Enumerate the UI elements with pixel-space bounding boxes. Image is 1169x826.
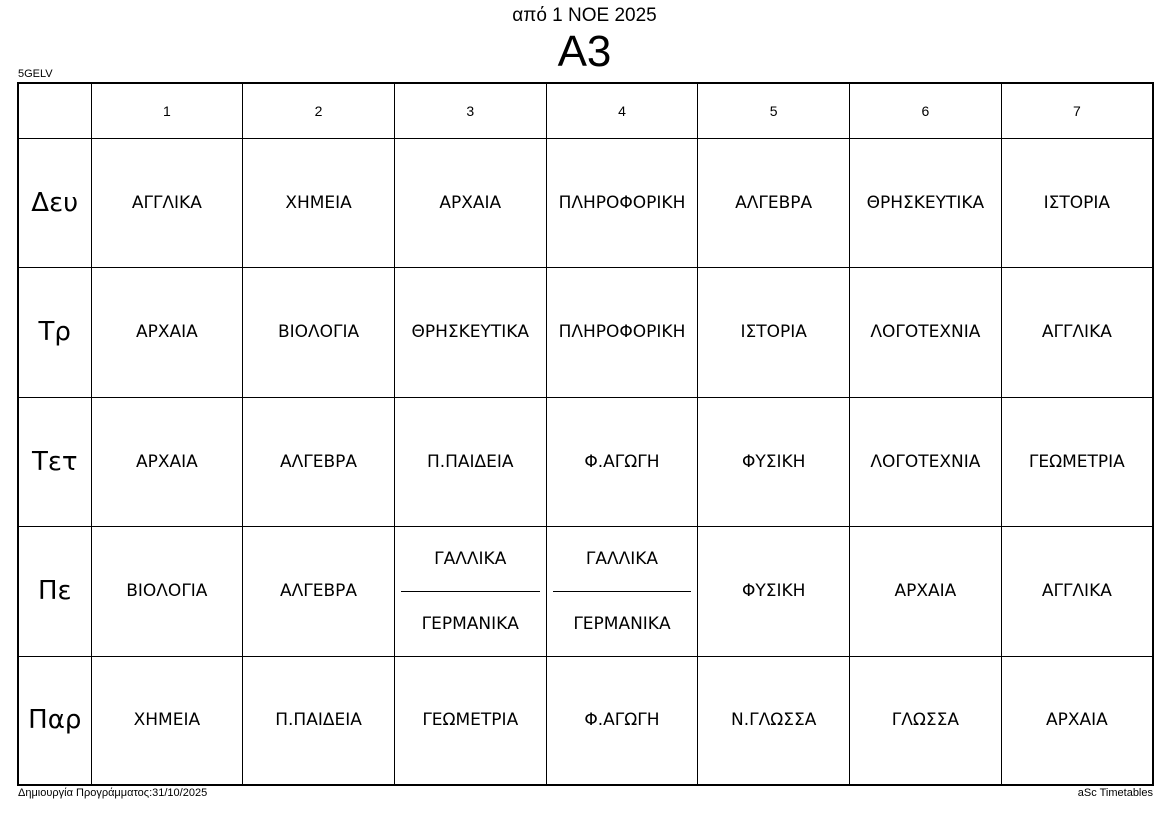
period-header: 4 bbox=[546, 83, 698, 138]
lesson-cell: ΧΗΜΕΙΑ bbox=[243, 138, 395, 267]
timetable-grid bbox=[17, 82, 1154, 786]
lesson-cell: ΑΛΓΕΒΡΑ bbox=[698, 138, 850, 267]
lesson-cell: ΘΡΗΣΚΕΥΤΙΚΑ bbox=[850, 138, 1002, 267]
day-row bbox=[18, 526, 1153, 656]
lesson-cell: Ν.ΓΛΩΣΣΑ bbox=[698, 656, 850, 785]
lesson-group-b: ΓΕΡΜΑΝΙΚΑ bbox=[553, 591, 692, 656]
day-row bbox=[18, 656, 1153, 785]
lesson-cell: Φ.ΑΓΩΓΗ bbox=[546, 397, 698, 526]
lesson-group-a: ΓΑΛΛΙΚΑ bbox=[434, 548, 507, 569]
day-row bbox=[18, 267, 1153, 397]
day-row bbox=[18, 397, 1153, 526]
creation-date: Δημιουργία Προγράμματος:31/10/2025 bbox=[18, 787, 208, 799]
lesson-cell: ΑΓΓΛΙΚΑ bbox=[91, 138, 243, 267]
lesson-cell: ΛΟΓΟΤΕΧΝΙΑ bbox=[850, 267, 1002, 397]
lesson-group-a: ΓΑΛΛΙΚΑ bbox=[585, 548, 659, 569]
lesson-cell: Π.ΠΑΙΔΕΙΑ bbox=[243, 656, 395, 785]
period-header: 7 bbox=[1001, 83, 1153, 138]
day-row bbox=[18, 138, 1153, 267]
lesson-cell: ΑΡΧΑΙΑ bbox=[91, 397, 243, 526]
lesson-cell: Π.ΠΑΙΔΕΙΑ bbox=[394, 397, 546, 526]
day-label: Δευ bbox=[18, 138, 91, 267]
period-header: 5 bbox=[698, 83, 850, 138]
lesson-cell: ΓΕΩΜΕΤΡΙΑ bbox=[394, 656, 546, 785]
timetable-date: από 1 ΝΟΕ 2025 bbox=[512, 5, 657, 26]
period-header: 2 bbox=[243, 83, 395, 138]
period-header: 6 bbox=[850, 83, 1002, 138]
day-label: Τετ bbox=[18, 397, 91, 526]
lesson-cell: ΓΛΩΣΣΑ bbox=[850, 656, 1002, 785]
corner-cell bbox=[18, 83, 91, 138]
day-label: Παρ bbox=[18, 656, 91, 785]
lesson-cell: ΛΟΓΟΤΕΧΝΙΑ bbox=[850, 397, 1002, 526]
lesson-cell: ΠΛΗΡΟΦΟΡΙΚΗ bbox=[546, 267, 698, 397]
lesson-cell: ΦΥΣΙΚΗ bbox=[698, 526, 850, 656]
lesson-cell: ΑΓΓΛΙΚΑ bbox=[1001, 526, 1153, 656]
lesson-cell: ΑΛΓΕΒΡΑ bbox=[243, 526, 395, 656]
lesson-cell: ΑΡΧΑΙΑ bbox=[1001, 656, 1153, 785]
split-lesson-cell bbox=[546, 526, 698, 656]
class-title: Α3 bbox=[557, 27, 612, 76]
period-header: 3 bbox=[394, 83, 546, 138]
lesson-cell: ΠΛΗΡΟΦΟΡΙΚΗ bbox=[546, 138, 698, 267]
lesson-cell: ΒΙΟΛΟΓΙΑ bbox=[91, 526, 243, 656]
lesson-cell: ΦΥΣΙΚΗ bbox=[698, 397, 850, 526]
lesson-cell: ΑΓΓΛΙΚΑ bbox=[1001, 267, 1153, 397]
day-label: Πε bbox=[18, 526, 91, 656]
split-lesson-cell bbox=[394, 526, 546, 656]
software-brand: aSc Timetables bbox=[1077, 787, 1153, 799]
period-header: 1 bbox=[91, 83, 243, 138]
lesson-cell: ΑΡΧΑΙΑ bbox=[91, 267, 243, 397]
period-header-row bbox=[18, 83, 1153, 138]
lesson-cell: ΙΣΤΟΡΙΑ bbox=[1001, 138, 1153, 267]
lesson-cell: ΑΛΓΕΒΡΑ bbox=[243, 397, 395, 526]
lesson-cell: ΑΡΧΑΙΑ bbox=[394, 138, 546, 267]
school-code: 5GELV bbox=[18, 68, 53, 80]
lesson-cell: ΙΣΤΟΡΙΑ bbox=[698, 267, 850, 397]
lesson-cell: ΘΡΗΣΚΕΥΤΙΚΑ bbox=[394, 267, 546, 397]
lesson-cell: ΑΡΧΑΙΑ bbox=[850, 526, 1002, 656]
lesson-cell: Φ.ΑΓΩΓΗ bbox=[546, 656, 698, 785]
lesson-cell: ΧΗΜΕΙΑ bbox=[91, 656, 243, 785]
lesson-group-b: ΓΕΡΜΑΝΙΚΑ bbox=[401, 591, 540, 656]
day-label: Τρ bbox=[18, 267, 91, 397]
lesson-cell: ΒΙΟΛΟΓΙΑ bbox=[243, 267, 395, 397]
lesson-cell: ΓΕΩΜΕΤΡΙΑ bbox=[1001, 397, 1153, 526]
